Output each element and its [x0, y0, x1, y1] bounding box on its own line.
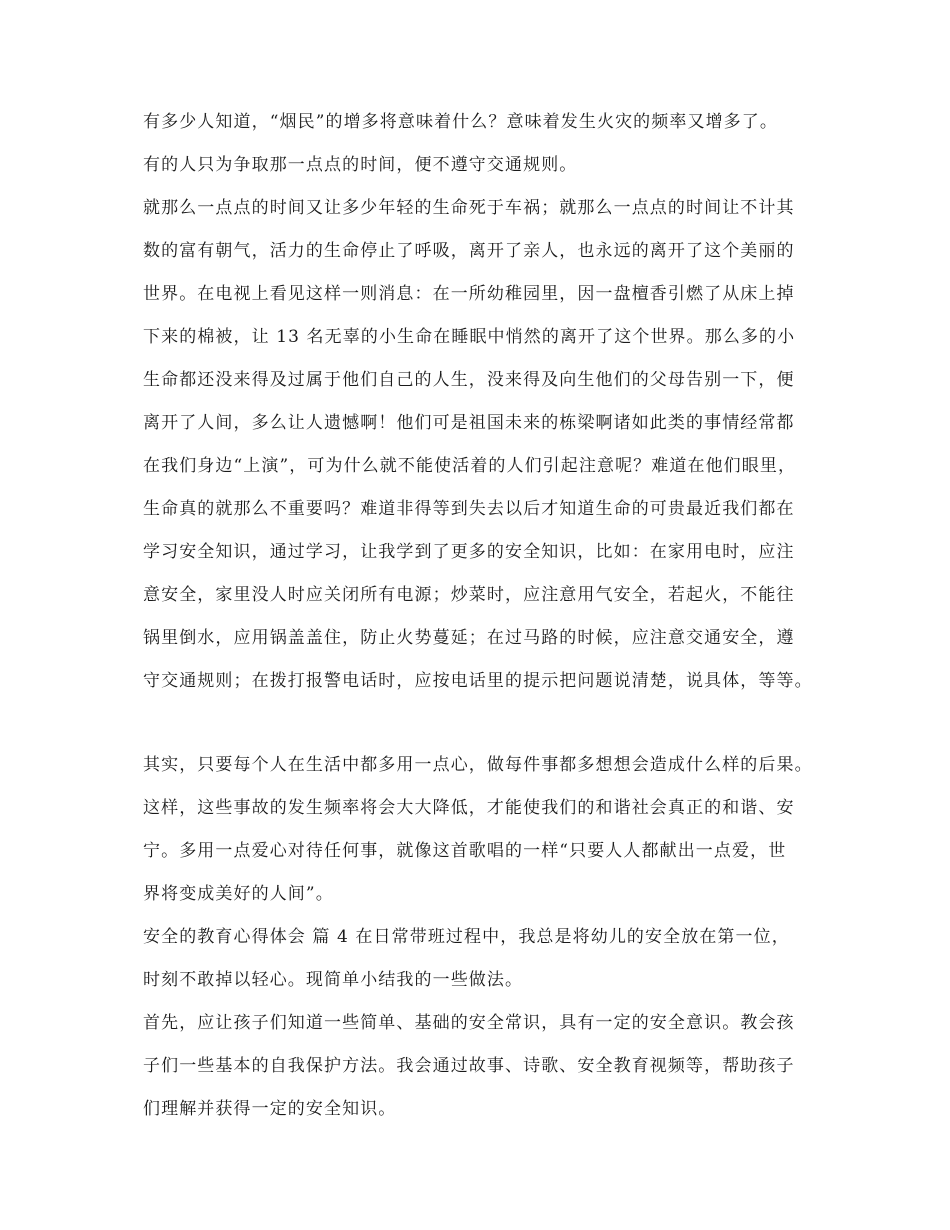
text-line: 守交通规则；在拨打报警电话时，应按电话里的提示把问题说清楚，说具体，等等。 [143, 671, 813, 691]
text-line: 有的人只为争取那一点点的时间，便不遵守交通规则。 [143, 155, 578, 175]
text-line: 首先，应让孩子们知道一些简单、基础的安全常识，具有一定的安全意识。教会孩 [143, 1013, 795, 1033]
text-line: 子们一些基本的自我保护方法。我会通过故事、诗歌、安全教育视频等，帮助孩子 [143, 1056, 795, 1076]
text-line: 离开了人间，多么让人遗憾啊！他们可是祖国未来的栋梁啊诸如此类的事情经常都 [143, 413, 795, 433]
text-line: 在我们身边“上演”，可为什么就不能使活着的人们引起注意呢？难道在他们眼里， [143, 456, 797, 476]
text-line: 生命真的就那么不重要吗？难道非得等到失去以后才知道生命的可贵最近我们都在 [143, 499, 795, 519]
text-line: 宁。多用一点爱心对待任何事，就像这首歌唱的一样“只要人人都献出一点爱，世 [143, 841, 787, 861]
text-line: 就那么一点点的时间又让多少年轻的生命死于车祸；就那么一点点的时间让不计其 [143, 198, 795, 218]
text-line: 下来的棉被，让 13 名无辜的小生命在睡眠中悄然的离开了这个世界。那么多的小 [143, 327, 796, 347]
text-line: 意安全，家里没人时应关闭所有电源；炒菜时，应注意用气安全，若起火，不能往 [143, 585, 795, 605]
text-line: 有多少人知道，“烟民”的增多将意味着什么？意味着发生火灾的频率又增多了。 [143, 112, 778, 132]
text-line: 其实，只要每个人在生活中都多用一点心，做每件事都多想想会造成什么样的后果。 [143, 755, 813, 775]
text-line: 锅里倒水，应用锅盖盖住，防止火势蔓延；在过马路的时候，应注意交通安全，遵 [143, 628, 795, 648]
text-line: 学习安全知识，通过学习，让我学到了更多的安全知识，比如：在家用电时，应注 [143, 542, 795, 562]
text-line: 这样，这些事故的发生频率将会大大降低，才能使我们的和谐社会真正的和谐、安 [143, 798, 795, 818]
text-line: 界将变成美好的人间”。 [143, 884, 334, 904]
text-line: 们理解并获得一定的安全知识。 [143, 1099, 397, 1119]
text-line: 安全的教育心得体会 篇 4 在日常带班过程中，我总是将幼儿的安全放在第一位， [143, 927, 790, 947]
text-line: 时刻不敢掉以轻心。现简单小结我的一些做法。 [143, 970, 524, 990]
text-line: 数的富有朝气，活力的生命停止了呼吸，离开了亲人，也永远的离开了这个美丽的 [143, 241, 795, 261]
text-line: 世界。在电视上看见这样一则消息：在一所幼稚园里，因一盘檀香引燃了从床上掉 [143, 284, 795, 304]
text-line: 生命都还没来得及过属于他们自己的人生，没来得及向生他们的父母告别一下，便 [143, 370, 795, 390]
